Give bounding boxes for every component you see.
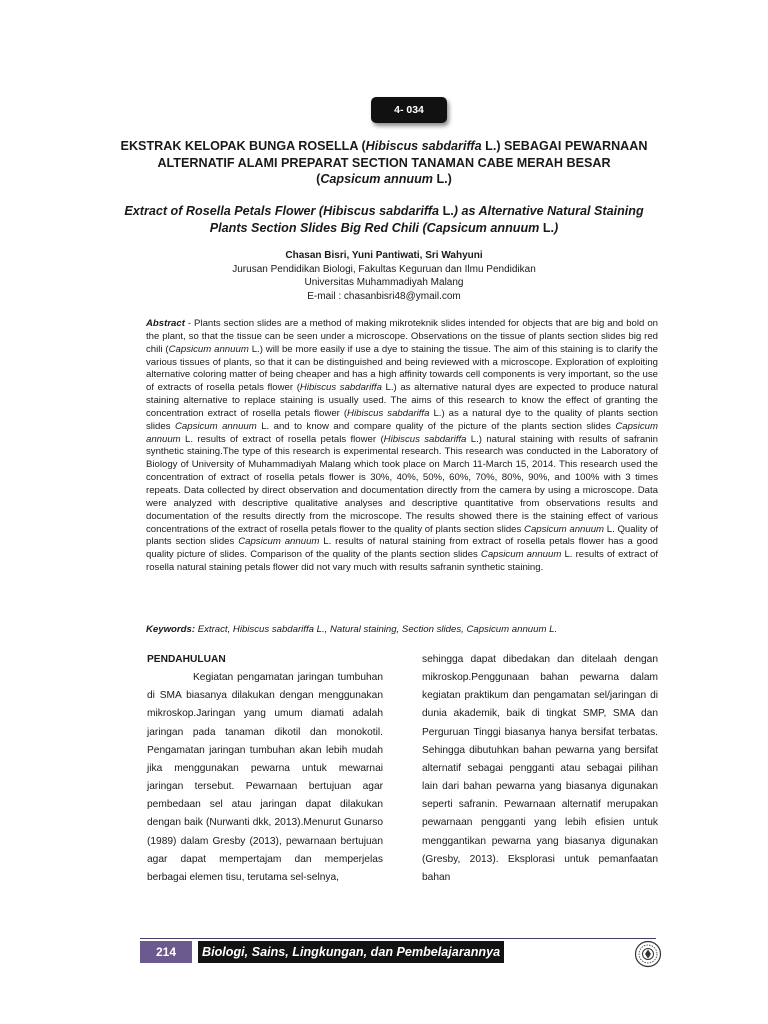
university-seal-icon (634, 940, 662, 968)
body-paragraph-right: sehingga dapat dibedakan dan ditelaah dengan mikroskop.Penggunaan bahan pewarna dalam kegiatan praktikum dan pengamatan sel/jaringan di dunia akademik, baik di tingkat SMP, SMA dan Perguruan Tinggi biasanya hanya bersifat terbatas. Sehingga dibutuhkan bahan pewarna yang bersifat alternatif sebagai pengganti atau sebagai pilihan lain dari bahan pewarna yang biasanya digunakan seperti safranin. Pewarnaan alternatif merupakan pewarnaan pengganti yang lebih efisien untuk menggantikan pewarna yang biasanya digunakan (Gresby, 2013). Eksplorasi untuk pemanfaatan bahan (422, 654, 658, 883)
body-column-right (422, 651, 658, 887)
title-en-line-2: Plants Section Slides Big Red Chili (Capsicum annuum L.) (209, 220, 559, 235)
abstract-label: Abstract (146, 318, 185, 329)
title-id-line-1: EKSTRAK KELOPAK BUNGA ROSELLA (Hibiscus sabdariffa L.) SEBAGAI PEWARNAAN (120, 139, 648, 153)
keywords: Keywords: Extract, Hibiscus sabdariffa L., Natural staining, Section slides, Capsicum annuum L. (146, 624, 558, 635)
title-en-line-1: Extract of Rosella Petals Flower (Hibiscus sabdariffa L.) as Alternative Natural Staining (124, 204, 644, 218)
title-id-line-3: (Capsicum annuum L.) (316, 172, 452, 186)
author-email: E-mail : chasanbisri48@ymail.com (307, 290, 461, 302)
keywords-label: Keywords: (146, 624, 196, 635)
body-paragraph-left: Kegiatan pengamatan jaringan tumbuhan di SMA biasanya dilakukan dengan menggunakan mikroskop.Jaringan yang umum diamati adalah jaringan pada tanaman dikotil dan monokotil. Pengamatan jaringan tumbuhan akan lebih mudah jika menggunakan pewarna untuk mewarnai jaringan tersebut. Pewarnaan bertujuan agar pembedaan sel atau jaringan dapat dilakukan dengan baik (Nurwanti dkk, 2013).Menurut Gunarso (1989) dalam Gresby (2013), pewarnaan bertujuan agar dapat mempertajam dan memperjelas berbagai elemen tisu, terutama sel-selnya, (147, 672, 383, 883)
author-department: Jurusan Pendidikan Biologi, Fakultas Keguruan dan Ilmu Pendidikan (232, 263, 536, 275)
title-english (110, 203, 658, 236)
author-names: Chasan Bisri, Yuni Pantiwati, Sri Wahyuni (285, 250, 483, 261)
page-number: 214 (140, 941, 192, 963)
abstract: Abstract - Plants section slides are a method of making mikroteknik slides intended for objects that are big and bold on the plant, so that the tissue can be seen under a microscope. Observations on the tissue of plants section slides big red chili (Capsicum annuum L.) will be more easily if use a dye to staining the tissue. The aim of this staining is to clarify the various tissues of plants, so that it can be distinguished and being reviewed with a microscope. Exploration of exploiting alternative coloring matter of being cheaper and has a high affinity towards cell components is very important, so the use of extracts of rosella petals flower (Hibiscus sabdariffa L.) as alternative natural dyes are expected to produce natural staining alternative to replace staining is usually used. The aims of this research to know the effect of granting the concentration extract of rosella petals flower (Hibiscus sabdariffa L.) as a natural dye to the quality of plants section slides Capsicum annuum L. and to know and compare quality of the picture of the plants section slides Capsicum annuum L. results of extract of rosella petals flower (Hibiscus sabdariffa L.) natural staining with results of safranin synthetic staining.The type of this research is experimental research. This research was conducted in the Laboratory of Biology of University of Muhammadiyah Malang which took place on March 11-March 15, 2014. This research used the concentration of extract of rosella petals flower is 30%, 40%, 50%, 60%, 70%, 80%, 90%, and 100% with 3 times repeats. Data collected by direct observation and documentation directly from the camera by using a microscope. Data were analyzed with descriptive qualitative analyses and descriptive quantitative from observations results and documentation of the results directly from the microscope. The results showed there is the staining effect of various concentrations of the extract of rosella petals flower to the quality of plants section slides Capsicum annuum L. Quality of plants section slides Capsicum annuum L. results of natural staining from extract of rosella petals flower has a good quality picture of slides. Comparison of the quality of the plants section slides Capsicum annuum L. results of extract of rosella natural staining petals flower did not vary much with results safranin synthetic staining. (146, 318, 658, 574)
section-heading: PENDAHULUAN (147, 654, 226, 665)
journal-name-banner: Biologi, Sains, Lingkungan, dan Pembelajarannya (198, 941, 504, 963)
paper-code-badge: 4- 034 (371, 97, 447, 123)
footer-rule (140, 938, 656, 939)
body-column-left (147, 651, 383, 887)
title-id-line-2: ALTERNATIF ALAMI PREPARAT SECTION TANAMAN CABE MERAH BESAR (157, 155, 611, 170)
author-block (150, 249, 618, 303)
title-indonesian (120, 138, 648, 188)
author-university: Universitas Muhammadiyah Malang (304, 277, 464, 288)
